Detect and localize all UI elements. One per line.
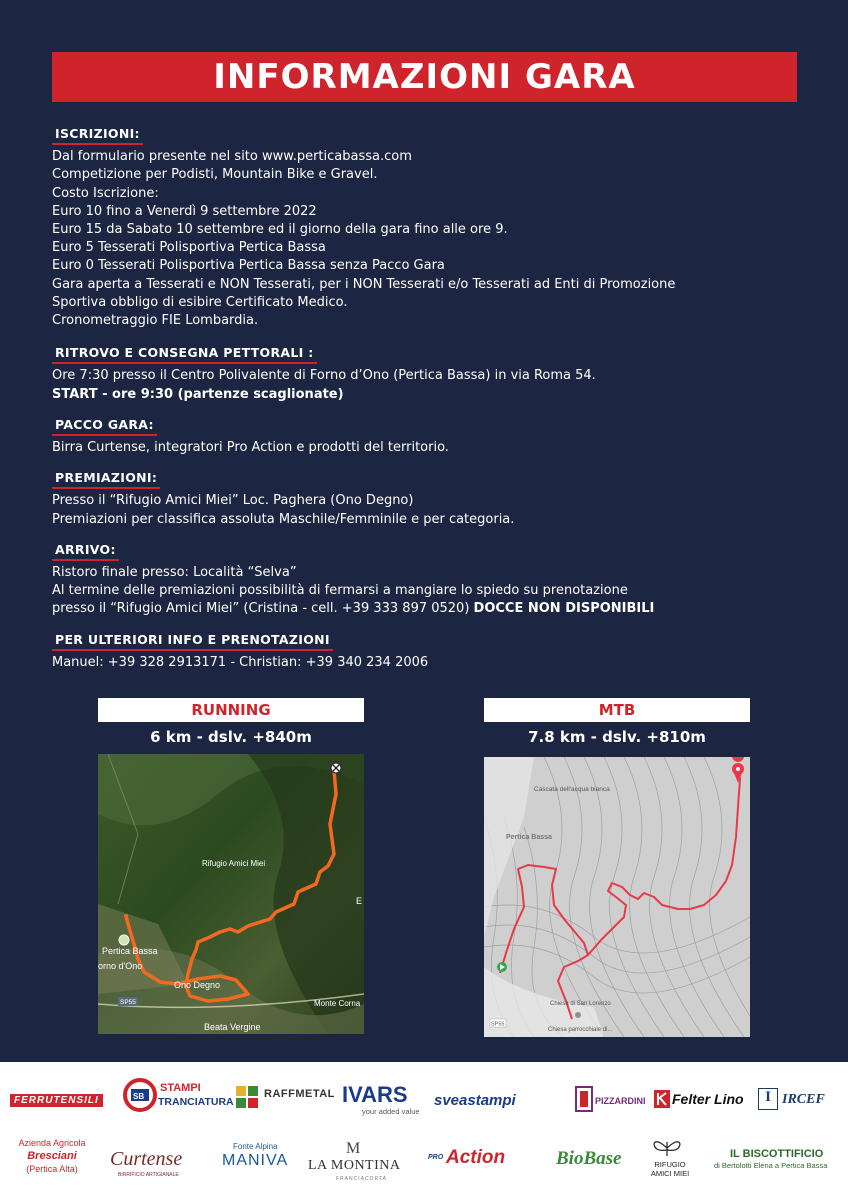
sponsor-stampi-tranciatura [122, 1078, 158, 1117]
iscrizioni-line: Euro 0 Tesserati Polisportiva Pertica Bassa senza Pacco Gara [52, 258, 445, 274]
premiazioni-line: Presso il “Rifugio Amici Miei” Loc. Paghera (Ono Degno) [52, 493, 414, 509]
montina-mark: M [346, 1140, 361, 1157]
sponsor-ferrutensili: FERRUTENSILI [10, 1094, 103, 1107]
sponsor-pizzardini: PIZZARDINI [595, 1096, 646, 1106]
map-label-rifugio: Rifugio Amici Miei [202, 859, 266, 868]
section-label-premiazioni: PREMIAZIONI: [52, 469, 160, 489]
iscrizioni-line: Gara aperta a Tesserati e NON Tesserati, per i NON Tesserati e/o Tesserati ad Enti di Promozione [52, 276, 676, 292]
pacco-line: Birra Curtense, integratori Pro Action e prodotti del territorio. [52, 440, 449, 456]
map-label-beata: Beata Vergine [204, 1022, 261, 1032]
section-label-pacco: PACCO GARA: [52, 416, 157, 436]
mtb-title: MTB [484, 698, 750, 722]
stampi-emblem-icon [122, 1078, 158, 1112]
sponsor-ivars: IVARS [342, 1082, 408, 1107]
arrivo-contact: presso il “Rifugio Amici Miei” (Cristina - cell. +39 333 897 0520) [52, 601, 474, 617]
section-label-info: PER ULTERIORI INFO E PRENOTAZIONI [52, 631, 333, 651]
section-arrivo [52, 541, 812, 619]
bresciani-line3: (Pertica Alta) [26, 1164, 78, 1174]
iscrizioni-line: Euro 5 Tesserati Polisportiva Pertica Bassa [52, 240, 326, 256]
arrivo-line: Ristoro finale presso: Località “Selva” [52, 565, 297, 581]
sponsor-bresciani: Bresciani [27, 1150, 77, 1162]
section-info [52, 631, 812, 672]
map-road-label-mtb: SP55 [491, 1021, 505, 1028]
map-road-label: SP55 [120, 999, 136, 1006]
svg-text:SB: SB [133, 1092, 145, 1101]
section-label-arrivo: ARRIVO: [52, 541, 119, 561]
sponsor-svea: sveastampi [434, 1092, 516, 1109]
sponsor-montina: LA MONTINA [308, 1158, 401, 1173]
running-subtitle: 6 km - dslv. +840m [150, 728, 312, 746]
section-label-iscrizioni: ISCRIZIONI: [52, 125, 143, 145]
sponsor-ircef: IRCEF [782, 1092, 825, 1107]
title-banner [52, 52, 797, 102]
section-ritrovo [52, 344, 812, 404]
iscrizioni-line: Competizione per Podisti, Mountain Bike e Gravel. [52, 167, 378, 183]
section-label-ritrovo: RITROVO E CONSEGNA PETTORALI : [52, 344, 317, 364]
iscrizioni-line: Euro 10 fino a Venerdì 9 settembre 2022 [52, 203, 317, 219]
rifugio-line1: RIFUGIO [654, 1160, 686, 1169]
map-label-edge: E [356, 896, 363, 906]
sponsor-proaction: Action [446, 1147, 506, 1168]
raffmetal-icon [236, 1086, 260, 1115]
start-time: START - ore 9:30 (partenze scaglionate) [52, 386, 344, 402]
pizzardini-icon [575, 1086, 593, 1117]
ritrovo-line: Ore 7:30 presso il Centro Polivalente di Forno d’Ono (Pertica Bassa) in via Roma 54. [52, 368, 596, 384]
iscrizioni-line: Euro 15 da Sabato 10 settembre ed il giorno della gara fino alle ore 9. [52, 222, 508, 238]
sponsor-biscottificio: IL BISCOTTIFICIO [730, 1148, 824, 1160]
contacts-line: Manuel: +39 328 2913171 - Christian: +39 340 234 2006 [52, 654, 429, 670]
map-label-forno: orno d'Ono [98, 961, 143, 971]
map-label-corna: Monte Corna [314, 999, 361, 1008]
mtb-subtitle: 7.8 km - dslv. +810m [528, 728, 706, 746]
arrivo-line [52, 600, 812, 618]
felter-icon [654, 1090, 670, 1113]
race-info [52, 125, 812, 680]
iscrizioni-line: Cronometraggio FIE Lombardia. [52, 313, 259, 329]
map-label-pertica: Pertica Bassa [102, 946, 158, 956]
proaction-prefix: PRO [428, 1154, 444, 1161]
running-title: RUNNING [98, 698, 364, 722]
sponsor-felter: Felter Lino [672, 1091, 744, 1107]
section-premiazioni [52, 469, 812, 529]
curtense-tagline: BIRRIFICIO ARTIGIANALE [118, 1172, 179, 1178]
bresciani-line1: Azienda Agricola [18, 1138, 86, 1148]
ivars-tagline: your added value [362, 1107, 420, 1116]
map-label-pertica-mtb: Pertica Bassa [506, 834, 552, 841]
iscrizioni-line: Sportiva obbligo di esibire Certificato Medico. [52, 294, 348, 310]
sponsor-strip [0, 1062, 848, 1200]
montina-tagline: FRANCIACORTA [336, 1176, 387, 1182]
tranciatura-label: TRANCIATURA [158, 1096, 234, 1108]
docce-notice: DOCCE NON DISPONIBILI [473, 601, 655, 617]
iscrizioni-line: Dal formulario presente nel sito www.perticabassa.com [52, 149, 412, 165]
map-label-chiesa1: Chiesa di San Lorenzo [550, 1001, 611, 1007]
map-label-cascata: Cascata dell'acqua bianca [534, 786, 610, 793]
running-map [98, 754, 364, 1034]
sponsor-curtense: Curtense [110, 1148, 183, 1170]
section-pacco [52, 416, 812, 457]
ircef-icon: I [758, 1088, 778, 1110]
biscottificio-tagline: di Bertolotti Elena a Pertica Bassa [714, 1161, 828, 1170]
sponsor-maniva: MANIVA [222, 1152, 289, 1169]
iscrizioni-line: Costo Iscrizione: [52, 185, 159, 201]
sponsor-rifugio: AMICI MIEI [650, 1169, 690, 1178]
mtb-map [484, 757, 750, 1037]
page-title: INFORMAZIONI GARA [213, 57, 636, 97]
sponsor-biobase: BioBase [556, 1148, 622, 1169]
map-label-chiesa2: Chiesa parrocchiale di... [548, 1027, 613, 1033]
stampi-label: STAMPI [160, 1082, 201, 1094]
sponsor-raffmetal: RAFFMETAL [264, 1088, 335, 1100]
premiazioni-line: Premiazioni per classifica assoluta Maschile/Femminile e per categoria. [52, 511, 515, 527]
map-label-ono: Ono Degno [174, 980, 221, 990]
maniva-line1: Fonte Alpina [233, 1142, 278, 1151]
arrivo-line: Al termine delle premiazioni possibilità di fermarsi a mangiare lo spiedo su prenotazione [52, 583, 628, 599]
section-iscrizioni [52, 125, 812, 330]
